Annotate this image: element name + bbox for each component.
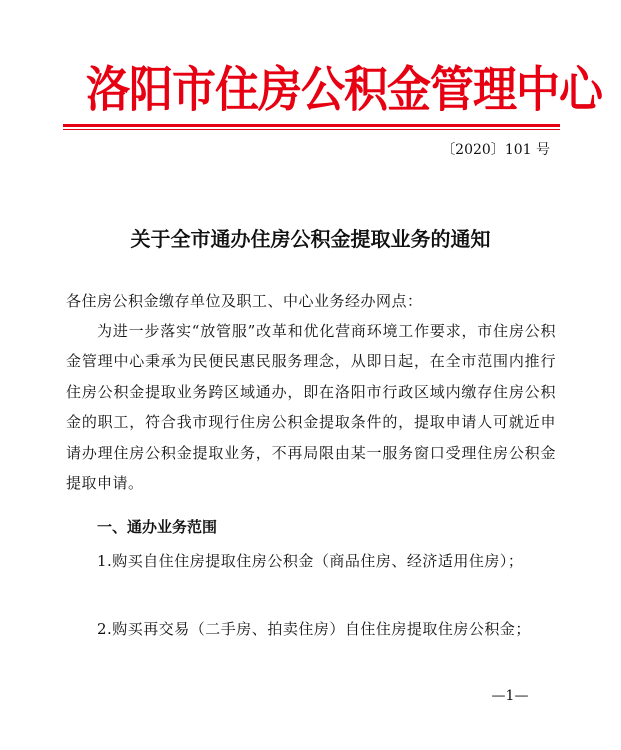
section-heading: 一、通办业务范围 <box>97 518 218 536</box>
header-red-rule-thin <box>63 129 560 130</box>
body-paragraph: 为进一步落实“放管服”改革和优化营商环境工作要求，市住房公积金管理中心秉承为民便民惠民服务理念，从即日起，在全市范围内推行住房公积金提取业务跨区域通办，即在洛阳市行政区域内缴存住房公积金的职工，符合我市现行住房公积金提取条件的，提取申请人可就近申请办理住房公积金提取业务，不再局限由某一服务窗口受理住房公积金提取申请。 <box>66 322 556 493</box>
header-red-rule-thick <box>63 124 560 127</box>
page-number: —1— <box>491 688 529 704</box>
list-item: 2.购买再交易（二手房、拍卖住房）自住住房提取住房公积金； <box>97 620 531 638</box>
issuer-header-title: 洛阳市住房公积金管理中心 <box>86 62 602 119</box>
document-title: 关于全市通办住房公积金提取业务的通知 <box>130 227 491 251</box>
list-item: 1.购买自住住房提取住房公积金（商品住房、经济适用住房）； <box>97 552 524 570</box>
salutation: 各住房公积金缴存单位及职工、中心业务经办网点： <box>66 292 423 310</box>
document-number: 〔2020〕101 号 <box>441 142 550 158</box>
